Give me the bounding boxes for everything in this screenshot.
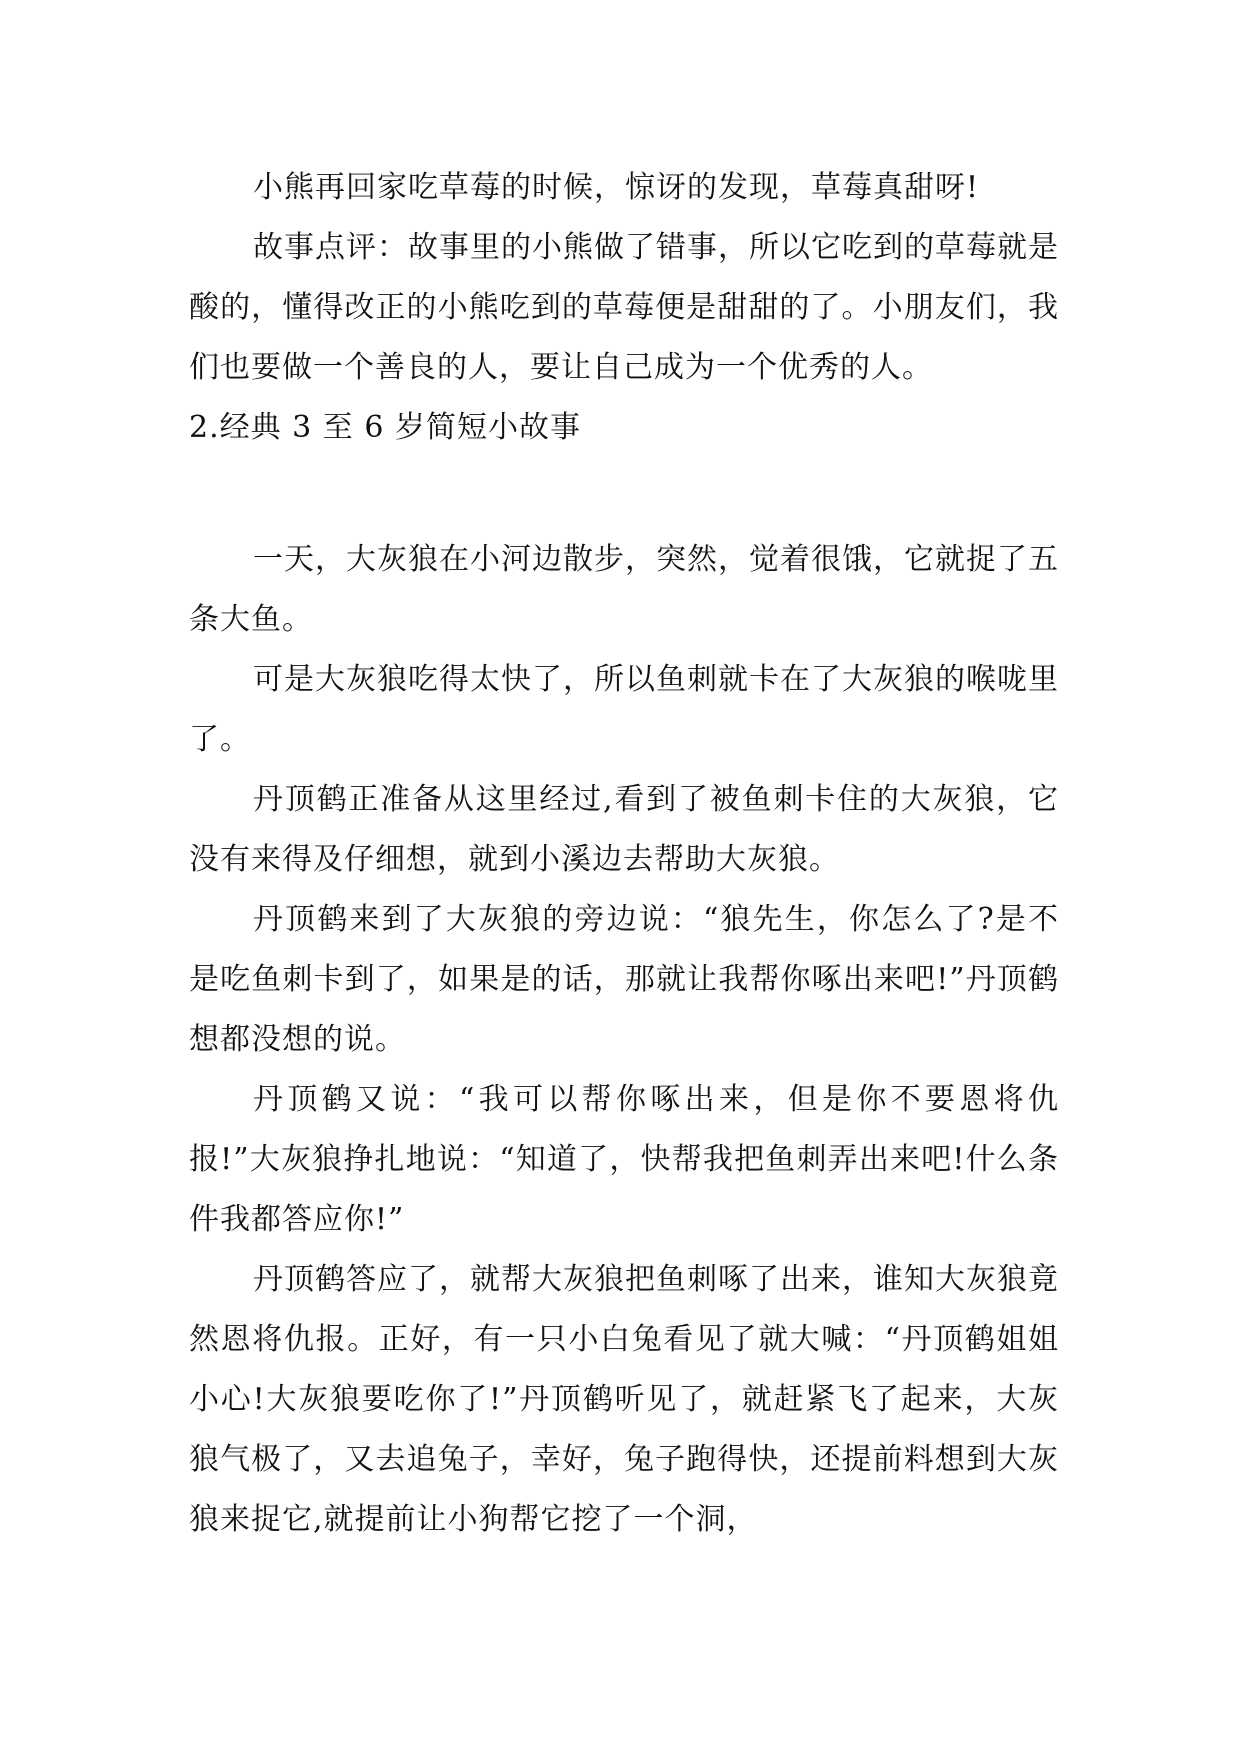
paragraph-crane-asks: 丹顶鹤来到了大灰狼的旁边说：“狼先生，你怎么了?是不是吃鱼刺卡到了，如果是的话，那就让我帮你啄出来吧!”丹顶鹤想都没想的说。	[189, 902, 1059, 1057]
section-spacer	[189, 458, 1059, 530]
paragraph-wolf-betrays: 丹顶鹤答应了，就帮大灰狼把鱼刺啄了出来，谁知大灰狼竟然恩将仇报。正好，有一只小白兔看见了就大喊：“丹顶鹤姐姐小心!大灰狼要吃你了!”丹顶鹤听见了，就赶紧飞了起来，大灰狼气极了，又去追兔子，幸好，兔子跑得快，还提前料想到大灰狼来捉它,就提前让小狗帮它挖了一个洞，	[189, 1262, 1059, 1537]
document-body	[189, 158, 1059, 1550]
paragraph-crane-passes: 丹顶鹤正准备从这里经过,看到了被鱼刺卡住的大灰狼，它没有来得及仔细想，就到小溪边去帮助大灰狼。	[189, 782, 1059, 877]
paragraph-wolf-catches-fish: 一天，大灰狼在小河边散步，突然，觉着很饿，它就捉了五条大鱼。	[189, 542, 1059, 637]
paragraph-fishbone-stuck: 可是大灰狼吃得太快了，所以鱼刺就卡在了大灰狼的喉咙里了。	[189, 662, 1059, 757]
paragraph-strawberry-sweet: 小熊再回家吃草莓的时候，惊讶的发现，草莓真甜呀!	[253, 170, 980, 205]
paragraph-story-comment: 故事点评：故事里的小熊做了错事，所以它吃到的草莓就是酸的，懂得改正的小熊吃到的草莓便是甜甜的了。小朋友们，我们也要做一个善良的人，要让自己成为一个优秀的人。	[189, 230, 1059, 385]
section-heading: 2.经典 3 至 6 岁简短小故事	[189, 410, 581, 445]
paragraph-crane-warns: 丹顶鹤又说：“我可以帮你啄出来，但是你不要恩将仇报!”大灰狼挣扎地说：“知道了，快帮我把鱼刺弄出来吧!什么条件我都答应你!”	[189, 1082, 1059, 1237]
